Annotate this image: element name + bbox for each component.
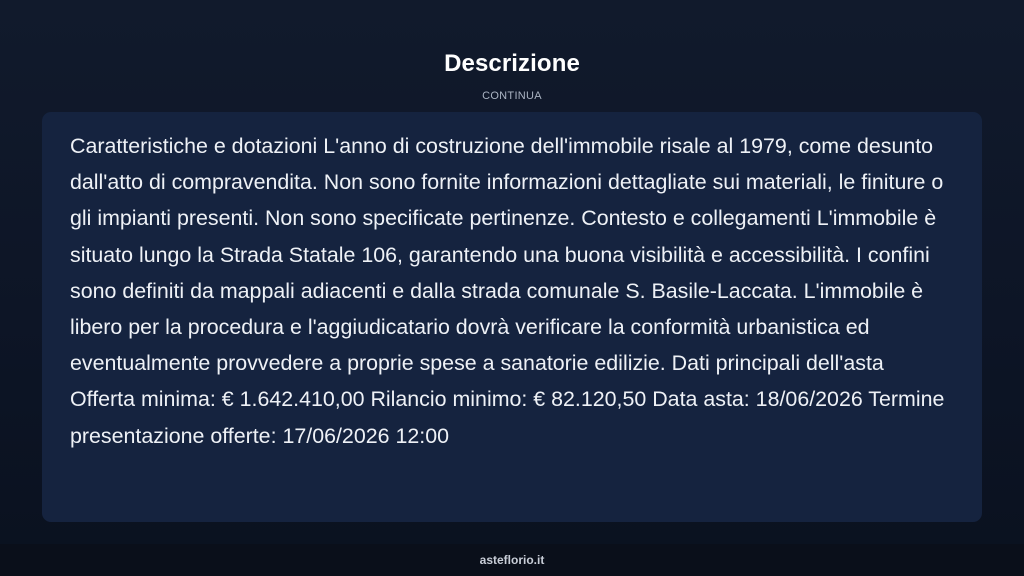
page-title: Descrizione xyxy=(444,50,580,77)
description-card xyxy=(42,112,982,522)
site-name: asteflorio.it xyxy=(479,553,545,567)
continue-label[interactable]: CONTINUA xyxy=(482,90,542,102)
description-text: Caratteristiche e dotazioni L'anno di costruzione dell'immobile risale al 1979, come desunto dall'atto di compravendita. Non sono fornite informazioni dettagliate sui materiali, le finiture o gli impianti presenti. Non sono specificate pertinenze. Contesto e collegamenti L'immobile è situato lungo la Strada Statale 106, garantendo una buona visibilità e accessibilità. I confini sono definiti da mappali adiacenti e dalla strada comunale S. Basile-Laccata. L'immobile è libero per la procedura e l'aggiudicatario dovrà verificare la conformità urbanistica ed eventualmente provvedere a proprie spese a sanatorie edilizie. Dati principali dell'asta Offerta minima: € 1.642.410,00 Rilancio minimo: € 82.120,50 Data asta: 18/06/2026 Termine presentazione offerte: 17/06/2026 12:00 xyxy=(70,134,945,448)
footer-bar xyxy=(0,544,1024,576)
